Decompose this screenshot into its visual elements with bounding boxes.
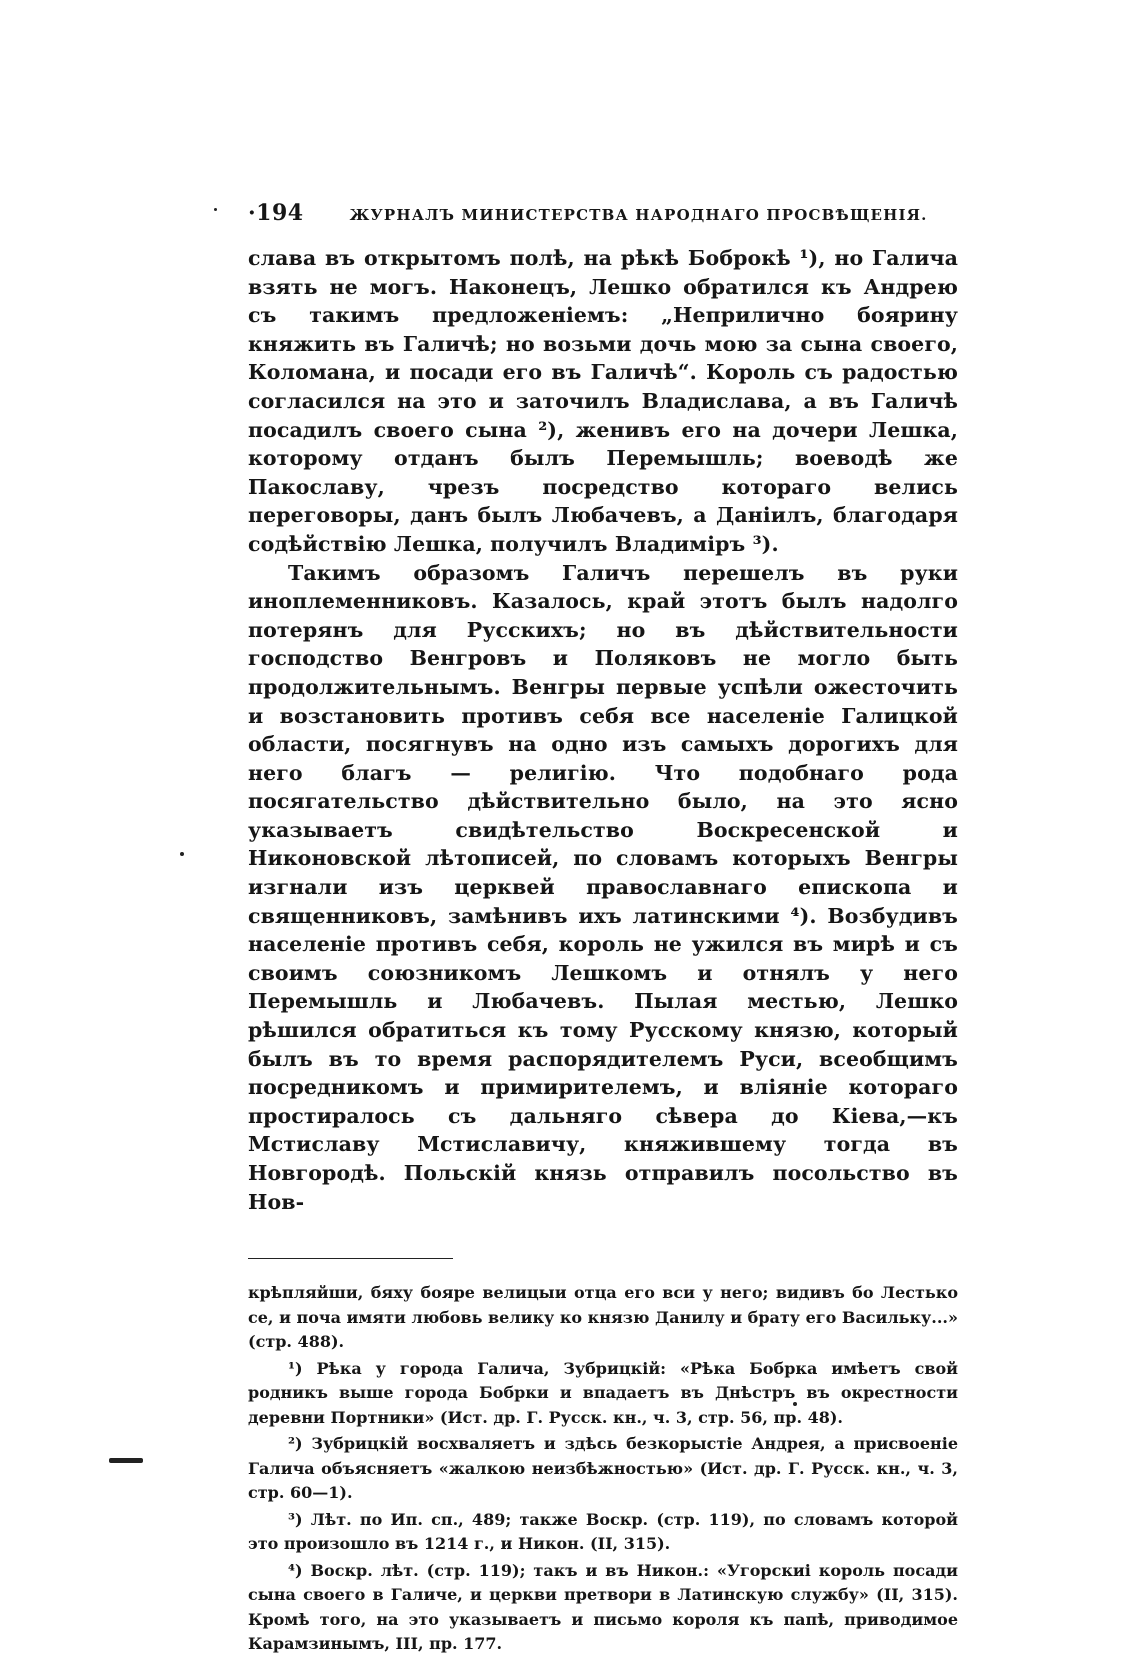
- paragraph-1: слава въ открытомъ полѣ, на рѣкѣ Боброкѣ ¹), но Галича взять не могъ. Наконецъ, Лешко обратился къ Андрею съ такимъ предложеніемъ: „Неприлично боярину княжить въ Галичѣ; но возьми дочь мою за сына своего, Коломана, и посади его въ Галичѣ“. Король съ радостью согласился на это и заточилъ Владислава, а въ Галичѣ посадилъ своего сына ²), женивъ его на дочери Лешка, которому отданъ былъ Перемышль; воеводѣ же Пакославу, чрезъ посредство котораго велись переговоры, данъ былъ Любачевъ, а Даніилъ, благодаря содѣйствію Лешка, получилъ Владиміръ ³).: [248, 246, 958, 556]
- footnote-1: ¹) Рѣка у города Галича, Зубрицкій: «Рѣка Бобрка имѣетъ свой родникъ выше города Бобрки и впадаетъ въ Днѣстръ въ окрестности деревни Портники» (Ист. др. Г. Русск. кн., ч. 3, стр. 56, пр. 48).: [248, 1358, 958, 1427]
- scan-dot-mark: [180, 852, 184, 856]
- main-text: [248, 244, 958, 1216]
- scan-dot-mark: [793, 1402, 797, 1406]
- footnote-divider: [248, 1258, 453, 1259]
- running-title: ЖУРНАЛЪ МИНИСТЕРСТВА НАРОДНАГО ПРОСВѢЩЕНІЯ.: [349, 206, 928, 224]
- footnote-continuation: крѣпляйши, бяху бояре велицыи отца его вси у него; видивъ бо Лестько се, и поча имяти любовь велику ко князю Данилу и брату его Васильку...» (стр. 488).: [248, 1283, 958, 1352]
- paragraph-2: Такимъ образомъ Галичъ перешелъ въ руки иноплеменниковъ. Казалось, край этотъ былъ надолго потерянъ для Русскихъ; но въ дѣйствительности господство Венгровъ и Поляковъ не могло быть продолжительнымъ. Венгры первые успѣли ожесточить и возстановить противъ себя все населеніе Галицкой области, посягнувъ на одно изъ самыхъ дорогихъ для него благъ — религію. Что подобнаго рода посягательство дѣйствительно было, на это ясно указываетъ свидѣтельство Воскресенской и Никоновской лѣтописей, по словамъ которыхъ Венгры изгнали изъ церквей православнаго епископа и священниковъ, замѣнивъ ихъ латинскими ⁴). Возбудивъ населеніе противъ себя, король не ужился въ мирѣ и съ своимъ союзникомъ Лешкомъ и отнялъ у него Перемышль и Любачевъ. Пылая местью, Лешко рѣшился обратиться къ тому Русскому князю, который былъ въ то время распорядителемъ Руси, всеобщимъ посредникомъ и примирителемъ, и вліяніе котораго простиралось съ дальняго сѣвера до Кіева,—къ Мстиславу Мстиславичу, княжившему тогда въ Новгородѣ. Польскій князь отправилъ посольство въ Нов-: [248, 560, 958, 1214]
- book-page: [248, 200, 958, 1659]
- footnote-4: ⁴) Воскр. лѣт. (стр. 119); такъ и въ Никон.: «Угорскиі король посади сына своего в Галиче, и церкви претвори в Латинскую службу» (II, 315). Кромѣ того, на это указываетъ и письмо короля къ папѣ, приводимое Карамзинымъ, III, пр. 177.: [248, 1560, 958, 1654]
- footnote-3: ³) Лѣт. по Ип. сп., 489; также Воскр. (стр. 119), по словамъ которой это произошло въ 1214 г., и Никон. (II, 315).: [248, 1509, 958, 1554]
- footnote-2: ²) Зубрицкій восхваляетъ и здѣсь безкорыстіе Андрея, а присвоеніе Галича объясняетъ «жалкою неизбѣжностью» (Ист. др. Г. Русск. кн., ч. 3, стр. 60—1).: [248, 1434, 958, 1503]
- footnotes: [248, 1281, 958, 1657]
- scan-dash-mark: [109, 1458, 143, 1463]
- page-header: [248, 200, 958, 234]
- page-number: ·194: [248, 200, 304, 226]
- scan-dot-mark: [214, 208, 217, 211]
